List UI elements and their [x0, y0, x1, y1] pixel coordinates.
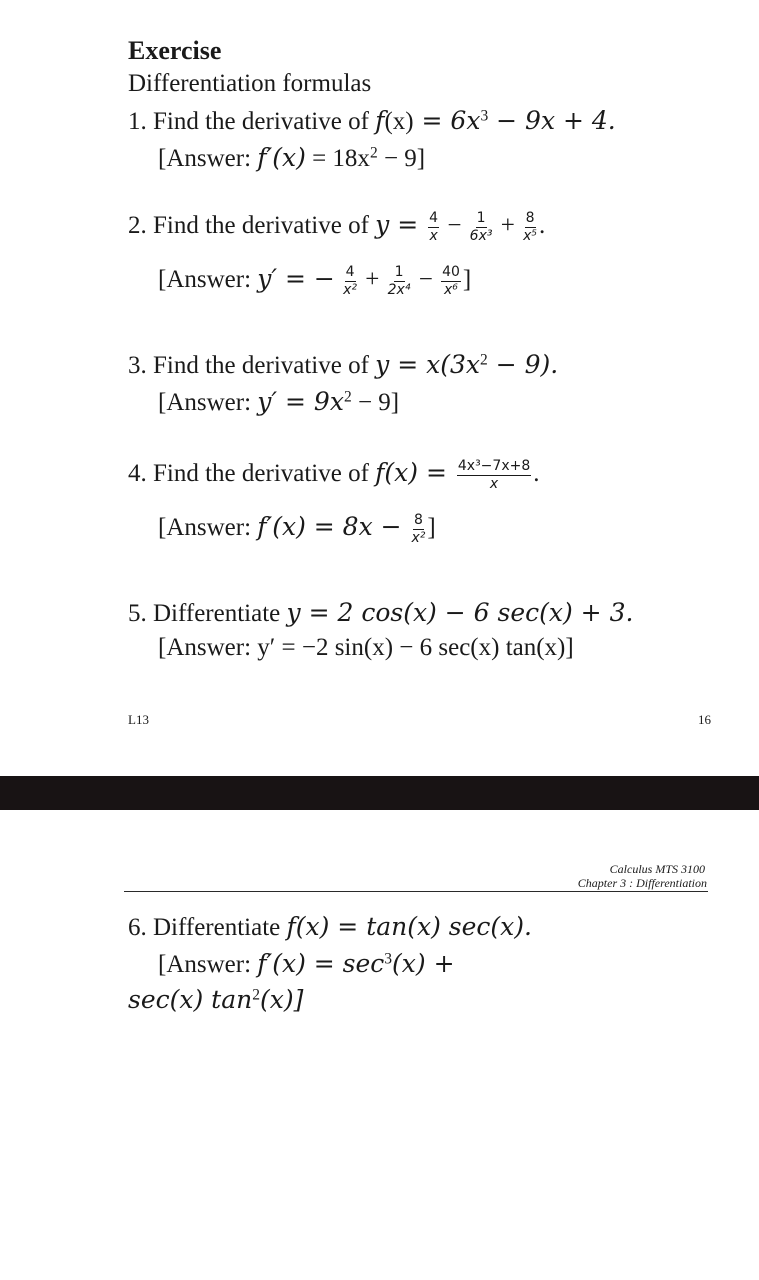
- question-2: 2. Find the derivative of y = $\frac{4}{x}$ − $\frac{1}{\text{6x³}}$ + $\frac{8}{\text{x⁵}}$ .: [128, 210, 546, 244]
- fraction: $\frac{40}{\text{x⁶}}$: [442, 264, 460, 298]
- answer-6-continued: sec(x) $\tan^2(x)$]: [128, 985, 304, 1014]
- fraction: $\frac{8}{\text{x⁵}}$: [523, 210, 537, 244]
- answer-5: [Answer: y′ = −2 sin(x) − 6 sec(x) tan(x)]: [158, 634, 574, 661]
- fraction: $\frac{1}{\text{2x⁴}}$: [387, 264, 411, 298]
- answer-2: [Answer: y′ = − $\frac{4}{\text{x²}}$ + $\frac{1}{\text{2x⁴}}$ − $\frac{40}{\text{x⁶}}$ ]: [158, 264, 472, 298]
- question-6: 6. Differentiate f(x) = tan(x) sec(x).: [128, 912, 532, 941]
- footer-page-number: 16: [698, 712, 711, 727]
- answer-1: [Answer: $f'(x) = 18x^2 - 9$]: [158, 143, 426, 172]
- question-5: 5. Differentiate y = 2 cos(x) − 6 sec(x) + 3.: [128, 598, 634, 627]
- fraction: $\frac{4}{\text{x²}}$: [343, 264, 358, 298]
- answer-4: [Answer: f′(x) = 8x − $\frac{8}{\text{x²}}$ ]: [158, 512, 436, 546]
- question-1: 1. Find the derivative of $f(x) = 6x^3 - 9x + 4$.: [128, 106, 616, 135]
- footer-lecture-code: L13: [128, 712, 149, 727]
- fraction: $\frac{8}{\text{x²}}$: [411, 512, 426, 546]
- header-course: Calculus MTS 3100: [609, 862, 705, 876]
- exercise-title: Exercise: [128, 36, 222, 65]
- question-4: 4. Find the derivative of f(x) = $\frac{\text{4x³−7x+8}}{x}$ .: [128, 458, 540, 492]
- exercise-subtitle: Differentiation formulas: [128, 70, 372, 97]
- page-divider: [0, 776, 759, 810]
- fraction: $\frac{1}{\text{6x³}}$: [469, 210, 493, 244]
- fraction: $\frac{4}{x}$: [429, 210, 439, 244]
- answer-6: [Answer: $f'(x) = \sec^3(x)$ +: [158, 949, 455, 978]
- header-chapter: Chapter 3 : Differentiation: [577, 876, 707, 890]
- page-17: [0, 810, 759, 1280]
- fraction: $\frac{\text{4x³−7x+8}}{x}$: [457, 458, 531, 492]
- answer-3: [Answer: $y' = 9x^2 - 9$]: [158, 387, 400, 416]
- header-rule: [124, 891, 708, 892]
- question-3: 3. Find the derivative of $y = x(3x^2 - 9)$.: [128, 350, 559, 379]
